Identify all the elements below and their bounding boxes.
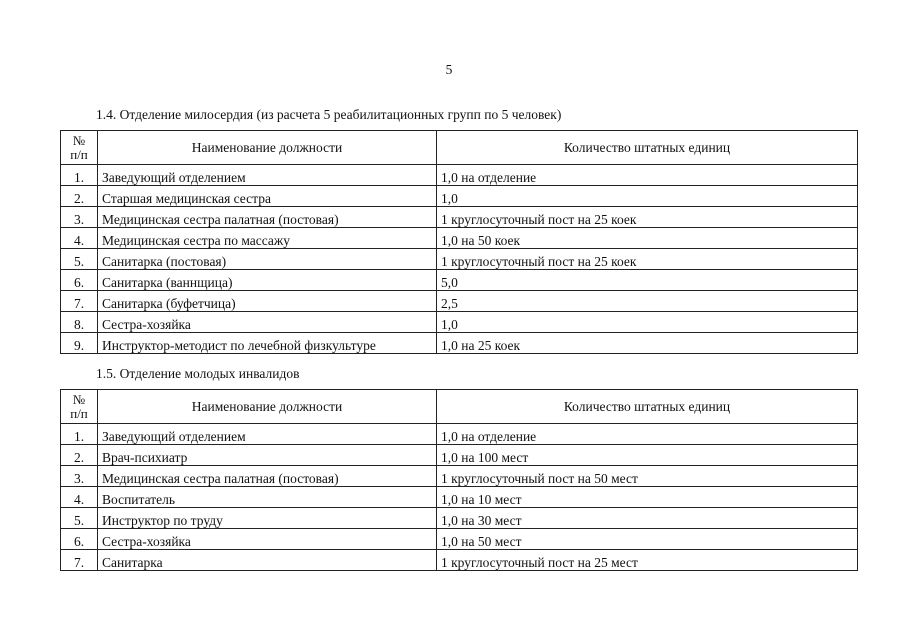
table-row: [61, 249, 858, 270]
header-number-sign: №: [72, 132, 86, 148]
row-number: 9.: [61, 333, 98, 354]
staff-quantity: 2,5: [437, 291, 858, 312]
section-title-young-disabled-department: 1.5. Отделение молодых инвалидов: [96, 366, 300, 381]
table-row: [61, 529, 858, 550]
position-name: Заведующий отделением: [98, 165, 437, 186]
row-number: 4.: [61, 487, 98, 508]
row-number: 7.: [61, 291, 98, 312]
header-number-pp: п/п: [70, 146, 88, 162]
position-name: Санитарка (ваннщица): [98, 270, 437, 291]
position-name: Инструктор-методист по лечебной физкультуре: [98, 333, 437, 354]
position-name: Медицинская сестра палатная (постовая): [98, 466, 437, 487]
section-title-mercy-department: 1.4. Отделение милосердия (из расчета 5 реабилитационных групп по 5 человек): [96, 107, 562, 122]
position-name: Воспитатель: [98, 487, 437, 508]
header-position-name: Наименование должности: [98, 131, 437, 165]
table-row: [61, 312, 858, 333]
table-row: [61, 424, 858, 445]
staff-quantity: 1 круглосуточный пост на 25 мест: [437, 550, 858, 571]
row-number: 5.: [61, 508, 98, 529]
staff-quantity: 1 круглосуточный пост на 25 коек: [437, 207, 858, 228]
row-number: 3.: [61, 466, 98, 487]
staff-quantity: 1,0 на 50 мест: [437, 529, 858, 550]
table-body: [61, 165, 858, 354]
row-number: 2.: [61, 186, 98, 207]
staff-quantity: 1,0 на отделение: [437, 165, 858, 186]
header-number: [61, 390, 98, 424]
table-row: [61, 207, 858, 228]
staff-quantity: 1 круглосуточный пост на 25 коек: [437, 249, 858, 270]
staff-quantity: 1,0 на 100 мест: [437, 445, 858, 466]
row-number: 5.: [61, 249, 98, 270]
staff-quantity: 1,0 на отделение: [437, 424, 858, 445]
header-position-name: Наименование должности: [98, 390, 437, 424]
staff-quantity: 1 круглосуточный пост на 50 мест: [437, 466, 858, 487]
table-row: [61, 291, 858, 312]
staff-quantity: 5,0: [437, 270, 858, 291]
staff-quantity: 1,0 на 25 коек: [437, 333, 858, 354]
staff-quantity: 1,0 на 50 коек: [437, 228, 858, 249]
row-number: 1.: [61, 424, 98, 445]
table-row: [61, 333, 858, 354]
position-name: Сестра-хозяйка: [98, 312, 437, 333]
row-number: 3.: [61, 207, 98, 228]
position-name: Медицинская сестра по массажу: [98, 228, 437, 249]
position-name: Врач-психиатр: [98, 445, 437, 466]
table-row: [61, 550, 858, 571]
table-header-row: [61, 131, 858, 165]
position-name: Санитарка: [98, 550, 437, 571]
header-number-sign: №: [72, 391, 86, 407]
table-row: [61, 508, 858, 529]
staff-table-mercy-department: [60, 130, 858, 354]
staff-table-young-disabled-department: [60, 389, 858, 571]
position-name: Заведующий отделением: [98, 424, 437, 445]
row-number: 4.: [61, 228, 98, 249]
row-number: 6.: [61, 270, 98, 291]
position-name: Старшая медицинская сестра: [98, 186, 437, 207]
table-row: [61, 466, 858, 487]
position-name: Медицинская сестра палатная (постовая): [98, 207, 437, 228]
row-number: 6.: [61, 529, 98, 550]
row-number: 2.: [61, 445, 98, 466]
table-row: [61, 228, 858, 249]
table-row: [61, 445, 858, 466]
position-name: Санитарка (буфетчица): [98, 291, 437, 312]
header-staff-quantity: Количество штатных единиц: [437, 131, 858, 165]
staff-quantity: 1,0 на 10 мест: [437, 487, 858, 508]
table-body: [61, 424, 858, 571]
header-staff-quantity: Количество штатных единиц: [437, 390, 858, 424]
position-name: Сестра-хозяйка: [98, 529, 437, 550]
table-row: [61, 165, 858, 186]
staff-quantity: 1,0: [437, 312, 858, 333]
header-number: [61, 131, 98, 165]
position-name: Инструктор по труду: [98, 508, 437, 529]
row-number: 8.: [61, 312, 98, 333]
table-row: [61, 270, 858, 291]
table-header-row: [61, 390, 858, 424]
table-row: [61, 487, 858, 508]
position-name: Санитарка (постовая): [98, 249, 437, 270]
staff-quantity: 1,0: [437, 186, 858, 207]
header-number-pp: п/п: [70, 405, 88, 421]
row-number: 7.: [61, 550, 98, 571]
page-number: 5: [445, 62, 453, 77]
staff-quantity: 1,0 на 30 мест: [437, 508, 858, 529]
row-number: 1.: [61, 165, 98, 186]
table-row: [61, 186, 858, 207]
